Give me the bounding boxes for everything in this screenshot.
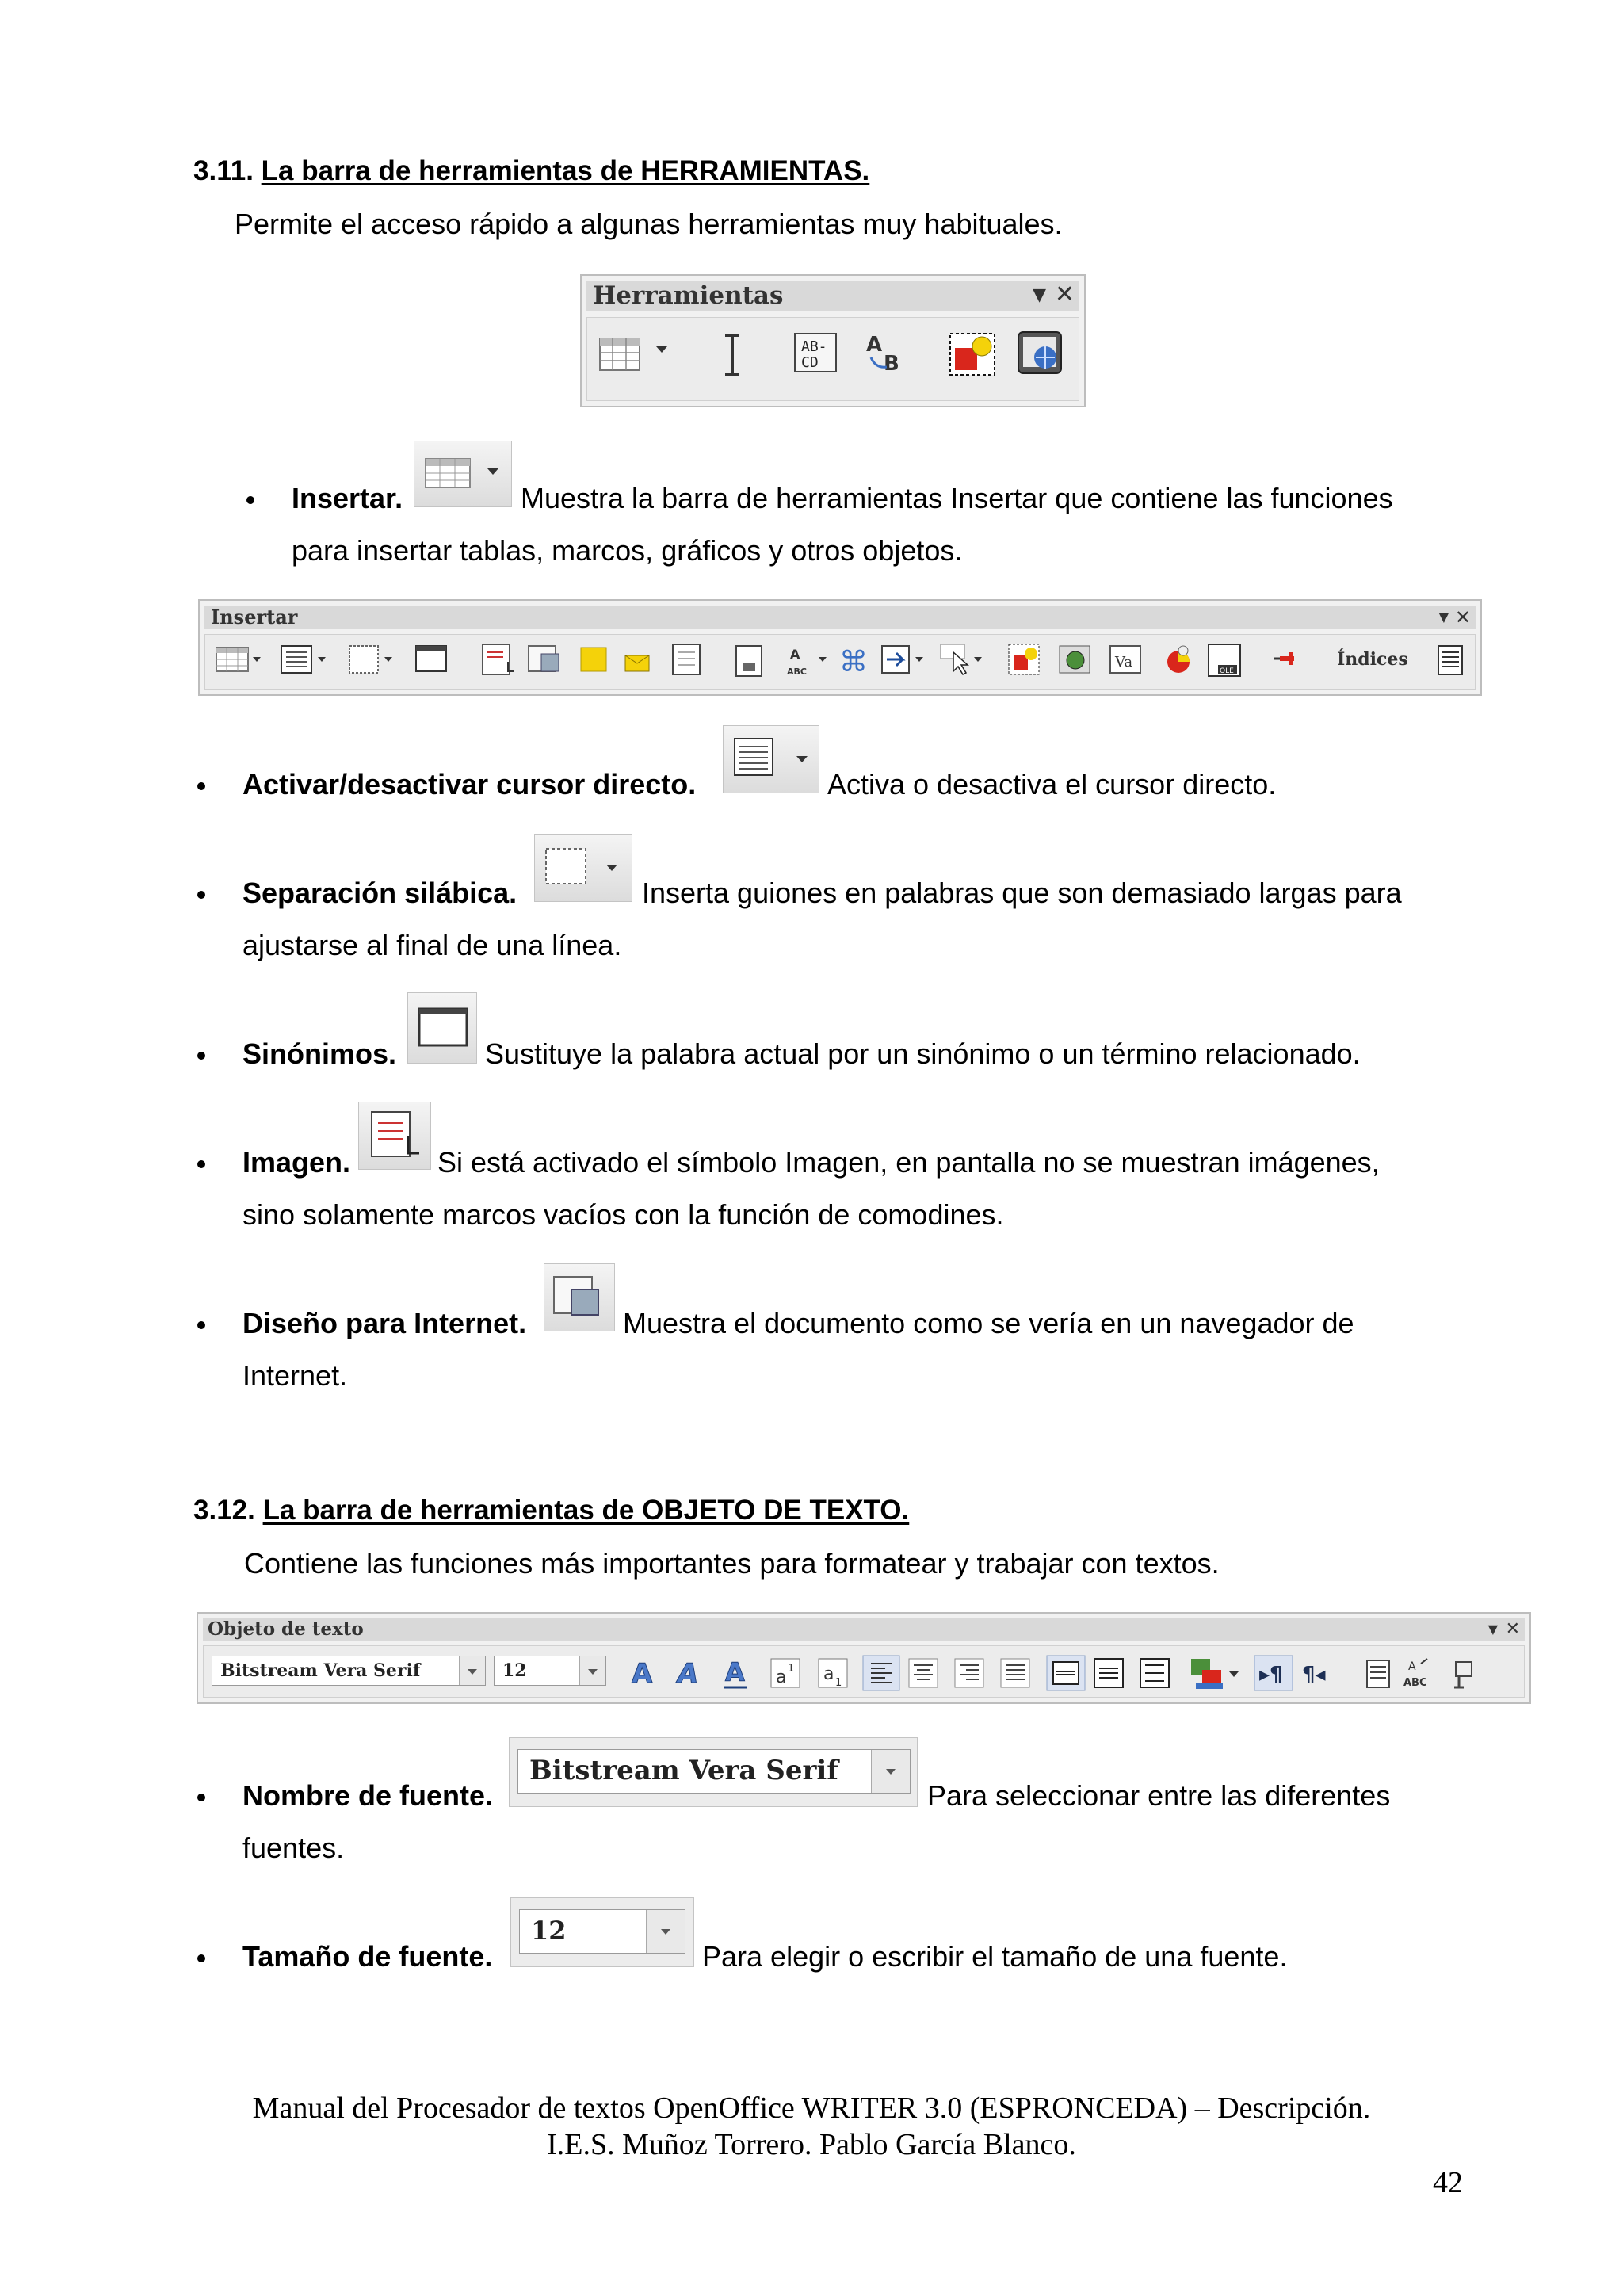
font-size-thumb (510, 1897, 694, 1967)
footer-line-2: I.E.S. Muñoz Torrero. Pablo García Blanco. (547, 2128, 1076, 2161)
align-center-icon[interactable] (909, 1659, 938, 1687)
svg-text:CD: CD (801, 354, 819, 371)
svg-text:A: A (790, 647, 800, 662)
svg-text:A: A (866, 333, 883, 357)
svg-text:1: 1 (835, 1677, 842, 1689)
section-3-12-heading: 3.12. La barra de herramientas de OBJETO DE TEXTO. (193, 1495, 910, 1526)
image-insert-icon[interactable] (1009, 644, 1039, 674)
image-thumb-icon (358, 1102, 431, 1170)
line-spacing-2-icon[interactable] (1140, 1659, 1169, 1687)
chevron-down-icon[interactable] (1229, 1671, 1239, 1677)
svg-text:B: B (884, 352, 899, 376)
svg-text:a: a (823, 1664, 834, 1684)
herramientas-toolbar (580, 274, 1086, 407)
insertar-label: Insertar. (292, 482, 403, 514)
font-name-label: Nombre de fuente. (242, 1779, 494, 1812)
internet-label: Diseño para Internet. (242, 1307, 527, 1339)
font-size-item (242, 1940, 492, 1973)
plugin-icon[interactable] (1274, 652, 1294, 665)
toolbar-title: Herramientas (593, 281, 784, 310)
line-spacing-1-icon[interactable] (1047, 1656, 1085, 1690)
page-number: 42 (1433, 2166, 1463, 2199)
insertar-icon-strip (205, 635, 1476, 686)
font-name-desc-2: fuentes. (242, 1832, 345, 1864)
indices-label[interactable]: Índices (1337, 649, 1408, 670)
page-icon[interactable] (736, 646, 762, 676)
command-icon[interactable]: ⌘ (839, 646, 868, 678)
hyphenation-icon[interactable] (349, 646, 378, 673)
text-cursor-icon[interactable] (720, 330, 744, 380)
insertar-thumb-icon (414, 441, 512, 507)
bullet-dot (197, 891, 205, 899)
bullet-dot (197, 1160, 205, 1168)
chevron-down-icon[interactable] (384, 657, 392, 662)
font-name-desc-1: Para seleccionar entre las diferentes (927, 1779, 1391, 1812)
chevron-down-icon[interactable] (974, 657, 982, 662)
section-3-12-intro: Contiene las funciones más importantes para formatear y trabajar con textos. (244, 1547, 1220, 1580)
section-3-11-title: La barra de herramientas de HERRAMIENTAS. (261, 155, 870, 186)
bullet-dot (197, 1954, 205, 1962)
thesaurus-thumb-icon (407, 992, 477, 1064)
font-name-select-large: Bitstream Vera Serif (517, 1749, 911, 1794)
svg-text:ABC: ABC (787, 667, 807, 677)
hyphenation-icon[interactable] (792, 329, 841, 378)
section-3-12-title: La barra de herramientas de OBJETO DE TEXTO. (262, 1495, 910, 1526)
bold-icon[interactable]: A (632, 1658, 653, 1690)
align-right-icon[interactable] (955, 1659, 983, 1687)
image-placeholder-icon[interactable] (947, 329, 999, 380)
hyphen-label: Separación silábica. (242, 877, 517, 909)
graphics-off-icon[interactable] (483, 644, 514, 674)
document-icon[interactable] (673, 644, 700, 674)
justify-icon[interactable] (1001, 1659, 1029, 1687)
insertar-desc-1: Muestra la barra de herramientas Insertar que contiene las funciones (521, 482, 1393, 514)
svg-text:Va: Va (1115, 654, 1133, 670)
internet-thumb-icon (544, 1263, 615, 1331)
formatting-icon-strip (616, 1651, 1527, 1694)
toolbar-title-bar (204, 606, 1476, 629)
svg-text:A: A (1408, 1660, 1416, 1673)
bullet-dot (197, 782, 205, 790)
toolbar-title-bar (586, 281, 1079, 311)
frame-icon[interactable] (281, 646, 311, 673)
thesaurus-desc: Sustituye la palabra actual por un sinónimo o un término relacionado. (485, 1037, 1361, 1070)
rtl-icon[interactable]: ¶◂ (1302, 1663, 1326, 1687)
toolbar-title: Objeto de texto (208, 1618, 364, 1640)
hyphen-desc-2: ajustarse al final de una línea. (242, 929, 622, 961)
gallery-icon[interactable] (1060, 646, 1090, 673)
objeto-texto-toolbar (197, 1612, 1531, 1704)
fill-format-icon[interactable] (1454, 1662, 1472, 1687)
ole-object-icon[interactable] (1209, 644, 1240, 676)
font-name-item (242, 1779, 493, 1813)
footer-line-1: Manual del Procesador de textos OpenOffice WRITER 3.0 (ESPRONCEDA) – Descripción. (252, 2092, 1371, 2125)
svg-text:▸¶: ▸¶ (1259, 1663, 1283, 1687)
svg-text:1: 1 (788, 1663, 795, 1675)
line-spacing-15-icon[interactable] (1094, 1659, 1123, 1687)
pointer-icon[interactable] (941, 644, 968, 674)
chevron-down-icon[interactable] (459, 1656, 485, 1685)
close-icon[interactable]: ✕ (1454, 606, 1471, 628)
toolbar-body (203, 1645, 1525, 1698)
font-size-select-large: 12 (519, 1909, 685, 1954)
envelope-icon[interactable] (625, 655, 649, 671)
bullet-dot (197, 1321, 205, 1329)
chevron-down-icon[interactable] (819, 657, 827, 662)
svg-text:AB-: AB- (801, 338, 827, 355)
spellcheck-icon[interactable] (787, 647, 807, 677)
chevron-down-icon[interactable]: ▼ (1033, 285, 1046, 305)
bullet-dot (197, 1794, 205, 1801)
window-icon[interactable] (416, 646, 446, 671)
table-icon[interactable] (216, 648, 248, 671)
chevron-down-icon[interactable]: ▼ (1438, 609, 1449, 625)
chevron-down-icon[interactable] (253, 657, 261, 662)
close-icon[interactable]: ✕ (1054, 281, 1075, 308)
toolbar-body (586, 317, 1079, 401)
chevron-down-icon[interactable]: ▼ (1487, 1622, 1498, 1637)
chevron-down-icon[interactable] (579, 1656, 605, 1685)
image-desc-2: sino solamente marcos vacíos con la función de comodines. (242, 1198, 1004, 1231)
paragraph-icon[interactable] (1367, 1660, 1389, 1687)
align-left-icon[interactable] (863, 1656, 899, 1690)
cursor-thumb-icon (723, 725, 819, 793)
formula-icon[interactable] (1110, 646, 1140, 673)
index-icon[interactable] (1438, 646, 1462, 674)
chevron-down-icon[interactable] (654, 342, 670, 357)
superscript-icon[interactable] (771, 1659, 800, 1687)
table-icon[interactable] (595, 327, 647, 383)
insertar-desc-2: para insertar tablas, marcos, gráficos y otros objetos. (292, 534, 963, 567)
font-size-desc: Para elegir o escribir el tamaño de una fuente. (702, 1940, 1288, 1973)
svg-text:A: A (725, 1657, 745, 1687)
insertar-item (292, 482, 403, 515)
cursor-label: Activar/desactivar cursor directo. (242, 768, 697, 800)
chevron-down-icon (646, 1910, 685, 1953)
chart-icon[interactable] (1167, 646, 1190, 673)
font-size-select[interactable]: 12 (494, 1656, 606, 1686)
image-desc-1: Si está activado el símbolo Imagen, en pantalla no se muestran imágenes, (437, 1146, 1380, 1179)
web-layout-icon[interactable] (1015, 327, 1067, 380)
close-icon[interactable]: ✕ (1505, 1619, 1520, 1639)
thesaurus-icon[interactable] (863, 329, 912, 378)
section-3-11-heading: 3.11. La barra de herramientas de HERRAMIENTAS. (193, 155, 870, 186)
internet-desc-2: Internet. (242, 1359, 348, 1392)
svg-text:a: a (776, 1668, 787, 1687)
cursor-item (242, 768, 696, 801)
web-layout-icon[interactable] (529, 646, 559, 671)
chevron-down-icon[interactable] (915, 657, 923, 662)
internet-item (242, 1307, 526, 1340)
ltr-icon[interactable] (1254, 1656, 1293, 1690)
chevron-down-icon (871, 1750, 910, 1793)
thesaurus-label: Sinónimos. (242, 1037, 397, 1070)
subscript-icon[interactable] (819, 1659, 847, 1689)
image-item (242, 1146, 350, 1179)
hyphen-item (242, 877, 517, 910)
note-icon[interactable] (581, 648, 606, 671)
toolbar-body (204, 634, 1476, 690)
thesaurus-item (242, 1037, 396, 1071)
insertar-toolbar (198, 599, 1482, 696)
italic-icon[interactable]: A (678, 1658, 699, 1690)
hyphen-desc-1: Inserta guiones en palabras que son demasiado largas para (642, 877, 1402, 909)
font-color-icon[interactable] (1191, 1659, 1223, 1689)
navigator-icon[interactable] (882, 646, 909, 673)
cursor-desc: Activa o desactiva el cursor directo. (827, 768, 1277, 800)
bullet-dot (197, 1052, 205, 1060)
font-name-thumb (509, 1737, 918, 1807)
svg-text:ABC: ABC (1403, 1677, 1427, 1689)
bullet-dot (246, 496, 254, 504)
section-3-11-intro: Permite el acceso rápido a algunas herramientas muy habituales. (235, 208, 1063, 240)
toolbar-title: Insertar (211, 606, 298, 628)
internet-desc-1: Muestra el documento como se vería en un navegador de (623, 1307, 1354, 1339)
font-name-select[interactable]: Bitstream Vera Serif (212, 1656, 486, 1686)
underline-icon[interactable] (724, 1657, 747, 1687)
spellcheck-auto-icon[interactable] (1403, 1659, 1427, 1689)
svg-text:OLE: OLE (1220, 667, 1234, 675)
hyphen-thumb-icon (534, 834, 632, 902)
image-label: Imagen. (242, 1146, 351, 1179)
toolbar-title-bar (203, 1618, 1525, 1641)
font-size-label: Tamaño de fuente. (242, 1940, 493, 1973)
chevron-down-icon[interactable] (318, 657, 326, 662)
